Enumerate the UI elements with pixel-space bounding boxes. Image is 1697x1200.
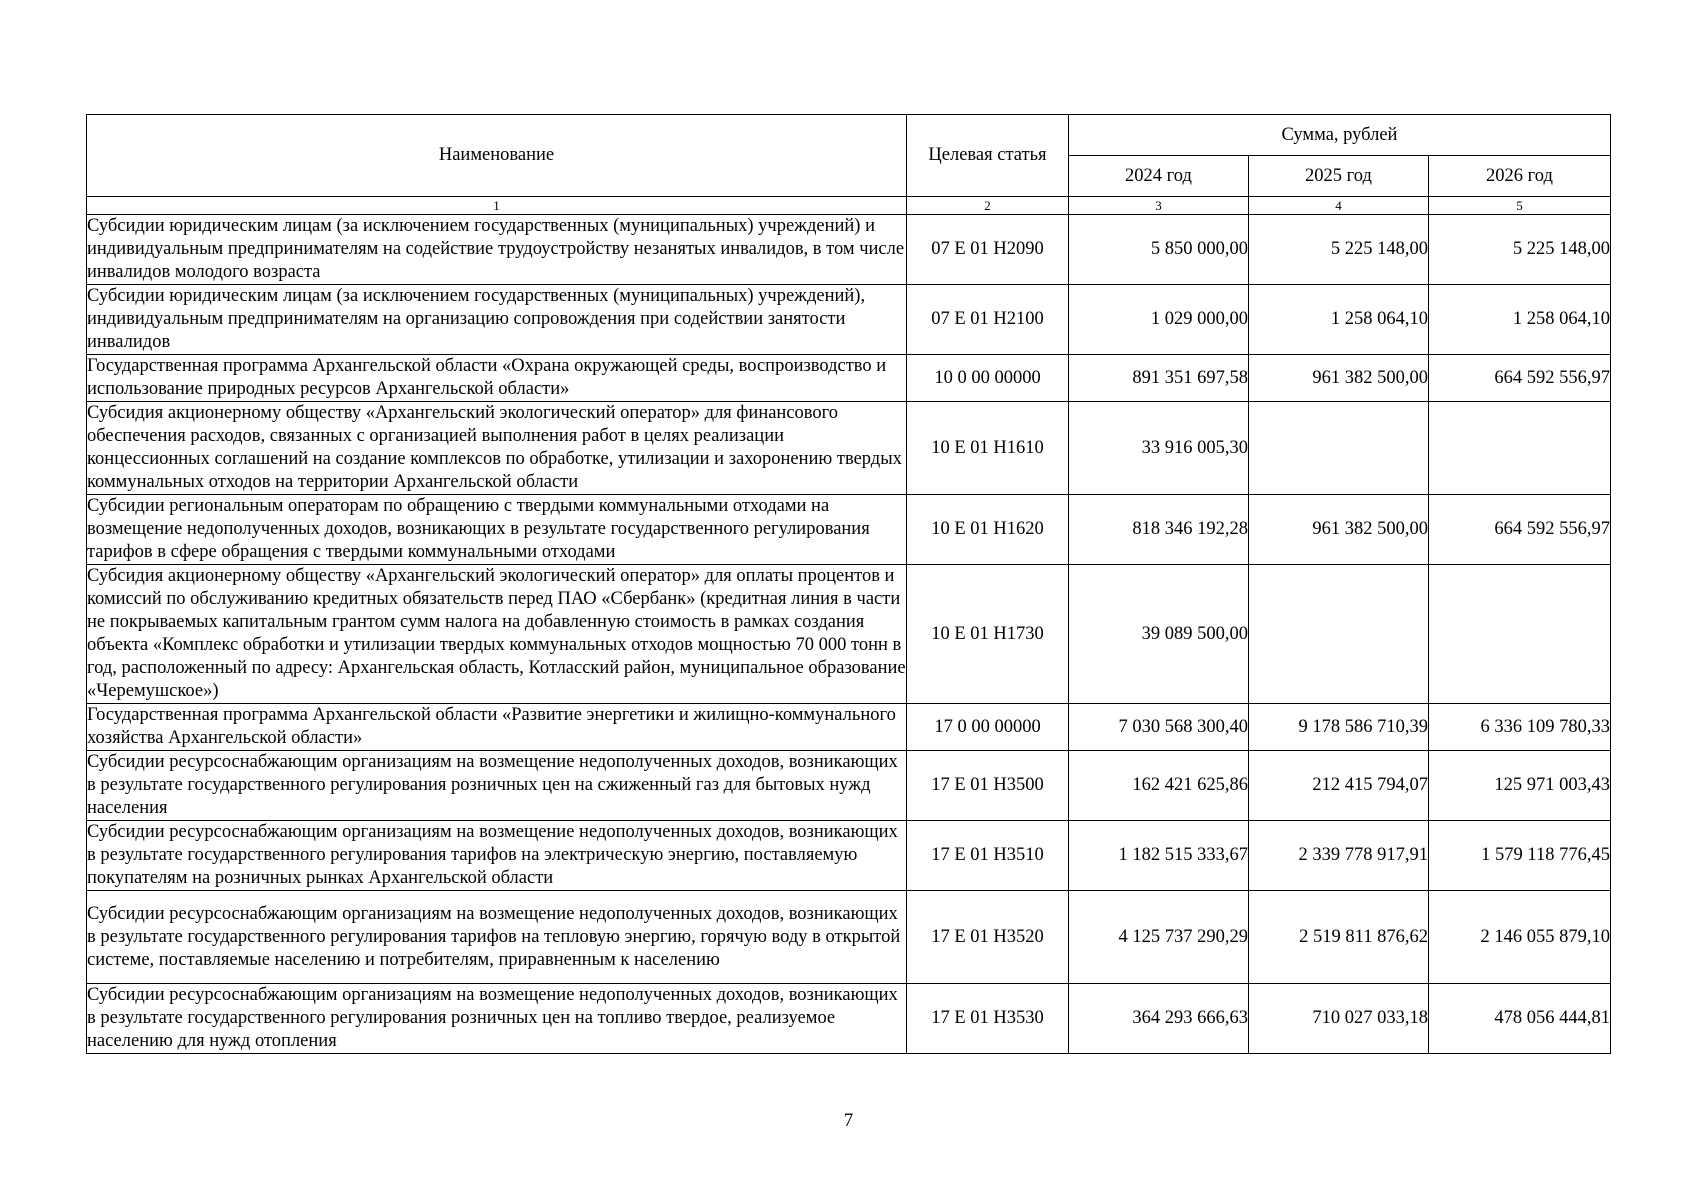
row-amount-2026: 1 258 064,10 (1429, 285, 1611, 355)
row-amount-2024: 162 421 625,86 (1069, 751, 1249, 821)
table-row (87, 402, 1611, 495)
row-amount-2026 (1429, 402, 1611, 495)
row-amount-2025: 1 258 064,10 (1249, 285, 1429, 355)
header-sum: Сумма, рублей (1069, 115, 1611, 156)
row-amount-2025 (1249, 565, 1429, 704)
header-name: Наименование (87, 115, 907, 197)
header-year-2025: 2025 год (1249, 156, 1429, 197)
row-amount-2025: 961 382 500,00 (1249, 495, 1429, 565)
row-name: Государственная программа Архангельской области «Охрана окружающей среды, воспроизводство и использование природных ресурсов Архангельской области» (87, 355, 907, 402)
table-row (87, 495, 1611, 565)
table-row (87, 984, 1611, 1054)
row-name: Субсидии юридическим лицам (за исключением государственных (муниципальных) учреждений) и индивидуальным предпринимателям на содействие трудоустройству незанятых инвалидов, в том числе инвалидов молодого возраста (87, 215, 907, 285)
row-amount-2024: 818 346 192,28 (1069, 495, 1249, 565)
header-year-2026: 2026 год (1429, 156, 1611, 197)
table-row (87, 821, 1611, 891)
budget-table (86, 114, 1611, 1054)
table-row (87, 215, 1611, 285)
row-code: 10 0 00 00000 (907, 355, 1069, 402)
row-amount-2026: 125 971 003,43 (1429, 751, 1611, 821)
table-row (87, 751, 1611, 821)
row-amount-2025: 2 339 778 917,91 (1249, 821, 1429, 891)
row-code: 17 Е 01 Н3500 (907, 751, 1069, 821)
row-amount-2024: 4 125 737 290,29 (1069, 891, 1249, 984)
row-amount-2026: 6 336 109 780,33 (1429, 704, 1611, 751)
header-target-article: Целевая статья (907, 115, 1069, 197)
row-amount-2025: 2 519 811 876,62 (1249, 891, 1429, 984)
row-amount-2025: 710 027 033,18 (1249, 984, 1429, 1054)
row-code: 10 Е 01 Н1620 (907, 495, 1069, 565)
row-amount-2026: 664 592 556,97 (1429, 495, 1611, 565)
table-row (87, 565, 1611, 704)
row-name: Субсидия акционерному обществу «Архангельский экологический оператор» для финансового обеспечения расходов, связанных с организацией выполнения работ в целях реализации концессионных соглашений на создание комплексов по обработке, утилизации и захоронению твердых коммунальных отходов на территории Архангельской области (87, 402, 907, 495)
row-amount-2024: 1 029 000,00 (1069, 285, 1249, 355)
row-code: 17 Е 01 Н3520 (907, 891, 1069, 984)
row-amount-2026: 2 146 055 879,10 (1429, 891, 1611, 984)
table-row (87, 704, 1611, 751)
row-amount-2026: 664 592 556,97 (1429, 355, 1611, 402)
row-code: 17 Е 01 Н3510 (907, 821, 1069, 891)
page-number: 7 (843, 1111, 854, 1131)
row-amount-2024: 364 293 666,63 (1069, 984, 1249, 1054)
table-row (87, 355, 1611, 402)
row-amount-2025: 212 415 794,07 (1249, 751, 1429, 821)
row-code: 07 Е 01 Н2090 (907, 215, 1069, 285)
row-name: Субсидии юридическим лицам (за исключением государственных (муниципальных) учреждений), индивидуальным предпринимателям на организацию сопровождения при содействии занятости инвалидов (87, 285, 907, 355)
row-amount-2026: 478 056 444,81 (1429, 984, 1611, 1054)
row-code: 07 Е 01 Н2100 (907, 285, 1069, 355)
column-number: 3 (1069, 197, 1249, 215)
column-number-row (87, 197, 1611, 215)
row-amount-2024: 891 351 697,58 (1069, 355, 1249, 402)
row-amount-2025: 9 178 586 710,39 (1249, 704, 1429, 751)
column-number: 5 (1429, 197, 1611, 215)
row-amount-2024: 7 030 568 300,40 (1069, 704, 1249, 751)
table-row (87, 891, 1611, 984)
row-name: Субсидия акционерному обществу «Архангельский экологический оператор» для оплаты процентов и комиссий по обслуживанию кредитных обязательств перед ПАО «Сбербанк» (кредитная линия в части не покрываемых капитальным грантом сумм налога на добавленную стоимость в рамках создания объекта «Комплекс обработки и утилизации твердых коммунальных отходов мощностью 70 000 тонн в год, расположенный по адресу: Архангельская область, Котласский район, муниципальное образование «Черемушское») (87, 565, 907, 704)
column-number: 4 (1249, 197, 1429, 215)
row-amount-2026: 1 579 118 776,45 (1429, 821, 1611, 891)
row-amount-2025: 961 382 500,00 (1249, 355, 1429, 402)
row-amount-2024: 33 916 005,30 (1069, 402, 1249, 495)
header-year-2024: 2024 год (1069, 156, 1249, 197)
row-name: Субсидии региональным операторам по обращению с твердыми коммунальными отходами на возмещение недополученных доходов, возникающих в результате государственного регулирования тарифов в сфере обращения с твердыми коммунальными отходами (87, 495, 907, 565)
row-name: Субсидии ресурсоснабжающим организациям на возмещение недополученных доходов, возникающих в результате государственного регулирования тарифов на тепловую энергию, горячую воду в открытой системе, поставляемые населению и потребителям, приравненным к населению (87, 891, 907, 984)
row-amount-2026 (1429, 565, 1611, 704)
row-amount-2026: 5 225 148,00 (1429, 215, 1611, 285)
table-row (87, 285, 1611, 355)
row-name: Государственная программа Архангельской области «Развитие энергетики и жилищно-коммунального хозяйства Архангельской области» (87, 704, 907, 751)
row-name: Субсидии ресурсоснабжающим организациям на возмещение недополученных доходов, возникающих в результате государственного регулирования тарифов на электрическую энергию, поставляемую покупателям на розничных рынках Архангельской области (87, 821, 907, 891)
row-code: 10 Е 01 Н1610 (907, 402, 1069, 495)
row-amount-2025: 5 225 148,00 (1249, 215, 1429, 285)
row-amount-2024: 39 089 500,00 (1069, 565, 1249, 704)
row-amount-2025 (1249, 402, 1429, 495)
row-code: 17 0 00 00000 (907, 704, 1069, 751)
column-number: 1 (87, 197, 907, 215)
row-name: Субсидии ресурсоснабжающим организациям на возмещение недополученных доходов, возникающих в результате государственного регулирования розничных цен на сжиженный газ для бытовых нужд населения (87, 751, 907, 821)
column-number: 2 (907, 197, 1069, 215)
row-code: 10 Е 01 Н1730 (907, 565, 1069, 704)
row-amount-2024: 1 182 515 333,67 (1069, 821, 1249, 891)
row-amount-2024: 5 850 000,00 (1069, 215, 1249, 285)
row-name: Субсидии ресурсоснабжающим организациям на возмещение недополученных доходов, возникающих в результате государственного регулирования розничных цен на топливо твердое, реализуемое населению для нужд отопления (87, 984, 907, 1054)
row-code: 17 Е 01 Н3530 (907, 984, 1069, 1054)
